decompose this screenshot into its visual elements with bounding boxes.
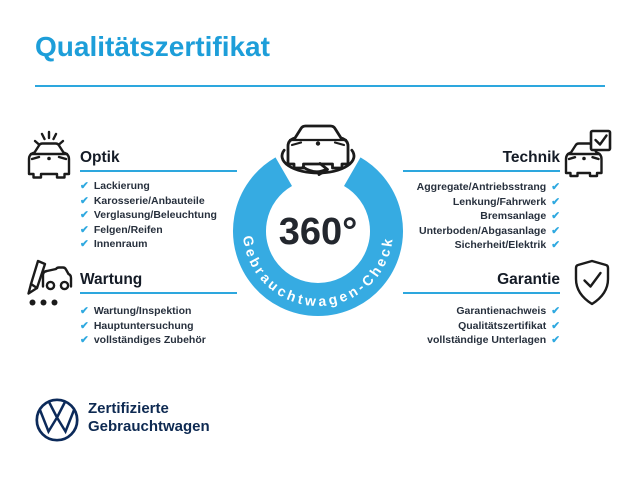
list-item-label: Lenkung/Fahrwerk: [452, 195, 547, 208]
check-icon: ✔: [551, 210, 560, 222]
wartung-underline: [80, 292, 237, 294]
list-item-label: Felgen/Reifen: [93, 223, 163, 236]
car-checkbox-icon: [563, 128, 613, 180]
check-icon: ✔: [551, 334, 560, 346]
list-item-label: Garantienachweis: [456, 305, 547, 318]
check-icon: ✔: [551, 181, 560, 193]
check-icon: ✔: [551, 305, 560, 317]
shield-check-icon: [571, 258, 613, 308]
footer-claim-line2: Gebrauchtwagen: [88, 417, 210, 435]
list-item-label: Wartung/Inspektion: [93, 305, 192, 318]
check-icon: ✔: [80, 319, 89, 332]
check-icon: ✔: [551, 195, 560, 208]
list-item-label: vollständige Unterlagen: [427, 334, 547, 347]
list-item-label: Qualitätszertifikat: [458, 319, 547, 332]
list-item-label: Lackierung: [93, 180, 150, 193]
check-icon: ✔: [80, 209, 89, 221]
service-checklist-icon: [25, 258, 73, 308]
check-icon: ✔: [80, 305, 89, 317]
section-heading-technik: Technik: [502, 149, 560, 166]
check-icon: ✔: [80, 180, 89, 192]
badge-360-check: [226, 116, 414, 322]
check-icon: ✔: [80, 238, 89, 250]
badge-ring-label: Gebrauchtwagen-Check: [239, 234, 396, 310]
list-item-label: vollständiges Zubehör: [93, 334, 206, 347]
technik-underline: [403, 170, 560, 172]
car-shine-icon: [25, 128, 73, 182]
garantie-underline: [403, 292, 560, 294]
section-heading-optik: Optik: [80, 149, 120, 166]
footer-claim-line1: Zertifizierte: [88, 400, 169, 417]
footer-claim: [88, 400, 210, 435]
title-divider: [35, 85, 605, 87]
check-icon: ✔: [80, 334, 89, 346]
check-icon: ✔: [551, 239, 560, 251]
list-item-label: Innenraum: [93, 238, 148, 251]
car-rotation-icon: [282, 126, 354, 175]
list-item: [80, 333, 280, 348]
section-heading-wartung: Wartung: [80, 271, 143, 288]
list-item: [360, 333, 560, 348]
badge-degrees: 360°: [278, 211, 358, 253]
check-icon: ✔: [80, 194, 89, 207]
list-item-label: Sicherheit/Elektrik: [454, 239, 547, 252]
list-item-label: Karosserie/Anbauteile: [93, 194, 205, 207]
vw-logo: [33, 396, 81, 444]
page-title: Qualitätszertifikat: [35, 31, 270, 62]
check-icon: ✔: [80, 223, 89, 236]
check-icon: ✔: [551, 319, 560, 332]
section-heading-garantie: Garantie: [497, 271, 560, 288]
list-item-label: Hauptuntersuchung: [93, 319, 194, 332]
list-item-label: Aggregate/Antriebsstrang: [416, 181, 547, 194]
list-item-label: Bremsanlage: [480, 210, 547, 223]
check-icon: ✔: [551, 224, 560, 237]
list-item-label: Unterboden/Abgasanlage: [419, 224, 547, 237]
optik-underline: [80, 170, 237, 172]
list-item-label: Verglasung/Beleuchtung: [93, 209, 217, 222]
